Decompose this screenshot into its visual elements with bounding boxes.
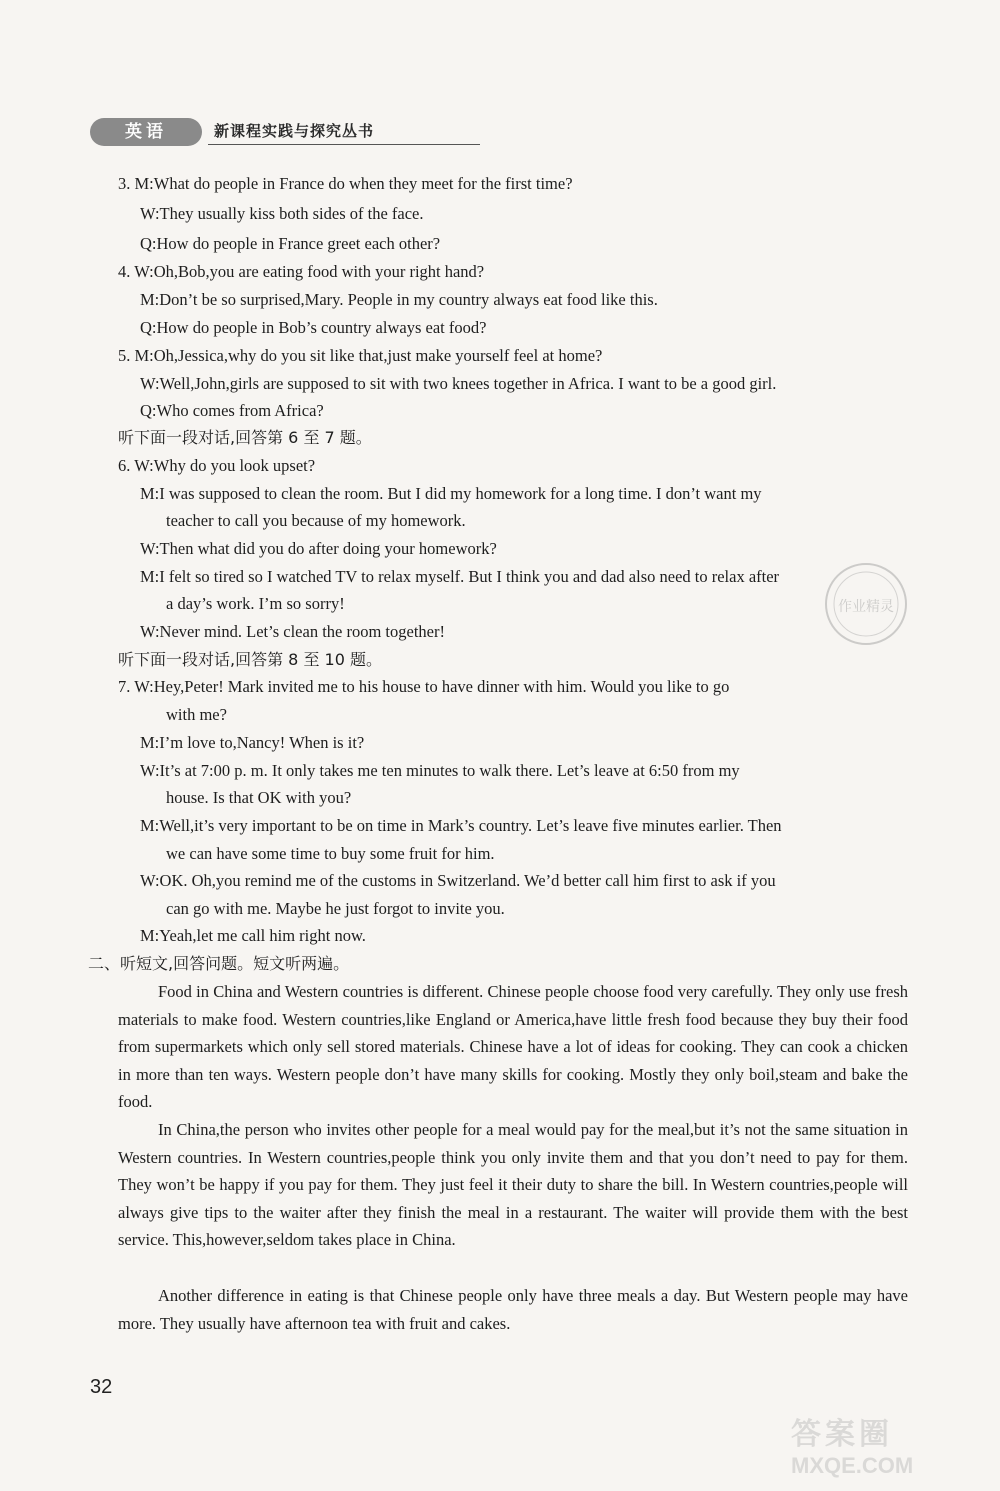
dialog-line: W:Then what did you do after doing your homework? <box>140 539 497 558</box>
dialog-line: W:Never mind. Let’s clean the room together! <box>140 622 445 641</box>
dialog-line: W:They usually kiss both sides of the face. <box>140 204 424 223</box>
dialog-line: with me? <box>166 705 227 724</box>
dialog-line: a day’s work. I’m so sorry! <box>166 594 345 613</box>
instruction-line: 听下面一段对话,回答第 6 至 7 题。 <box>118 428 372 447</box>
dialog-line: M:I felt so tired so I watched TV to relax myself. But I think you and dad also need to relax after <box>140 567 780 586</box>
dialog-line: 3. M:What do people in France do when they meet for the first time? <box>118 174 573 193</box>
dialog-line: 5. M:Oh,Jessica,why do you sit like that,just make yourself feel at home? <box>118 346 603 365</box>
dialog-line: house. Is that OK with you? <box>166 788 352 807</box>
dialog-line: W:Well,John,girls are supposed to sit with two knees together in Africa. I want to be a good girl. <box>140 374 777 393</box>
dialog-line: W:OK. Oh,you remind me of the customs in Switzerland. We’d better call him first to ask if you <box>140 871 776 890</box>
dialog-line: M:Don’t be so surprised,Mary. People in my country always eat food like this. <box>140 290 658 309</box>
dialog-line: M:I was supposed to clean the room. But I did my homework for a long time. I don’t want my <box>140 484 762 503</box>
dialog-line: 4. W:Oh,Bob,you are eating food with your right hand? <box>118 262 485 281</box>
dialog-line: Q:How do people in Bob’s country always eat food? <box>140 318 487 337</box>
watermark-url: MXQE.COM <box>791 1453 914 1478</box>
section-heading: 二、听短文,回答问题。短文听两遍。 <box>88 954 350 973</box>
passage-paragraph: Another difference in eating is that Chinese people only have three meals a day. But Western people may have more. They usually have afternoon tea with fruit and cakes. <box>118 1286 908 1333</box>
page-header <box>90 118 400 146</box>
site-watermark <box>791 1409 976 1479</box>
dialog-line: M:Yeah,let me call him right now. <box>140 926 366 945</box>
dialog-line: we can have some time to buy some fruit for him. <box>166 844 495 863</box>
header-rule <box>208 144 480 145</box>
dialog-line: Q:Who comes from Africa? <box>140 401 324 420</box>
passage-paragraph: Food in China and Western countries is different. Chinese people choose food very carefully. They only use fresh materials to make food. Western countries,like England or America,have little fresh food because they buy their food from supermarkets which only sell stored materials. Chinese have a lot of ideas for cooking. They can cook a chicken in more than ten ways. Western people don’t have many skills for cooking. Mostly they only boil,steam and bake the food. <box>118 982 908 1111</box>
dialog-line: 7. W:Hey,Peter! Mark invited me to his house to have dinner with him. Would you like to go <box>118 677 730 696</box>
instruction-line: 听下面一段对话,回答第 8 至 10 题。 <box>118 650 382 669</box>
dialog-line: 6. W:Why do you look upset? <box>118 456 316 475</box>
seal-text: 作业精灵 <box>838 599 894 615</box>
page-number: 32 <box>90 1376 113 1398</box>
passage-paragraph: In China,the person who invites other people for a meal would pay for the meal,but it’s not the same situation in Western countries. In Western countries,people think you only invite them and that you don’t need to pay for them. They won’t be happy if you pay for them. They just feel it their duty to share the bill. In Western countries,people will always give tips to the waiter after they finish the meal in a restaurant. The waiter will provide them with the best service. This,however,seldom takes place in China. <box>118 1120 908 1249</box>
watermark-logo: 答案圈 <box>791 1417 893 1452</box>
subject-label: 英语 <box>90 118 202 146</box>
dialog-line: Q:How do people in France greet each other? <box>140 234 441 253</box>
dialog-line: W:It’s at 7:00 p. m. It only takes me ten minutes to walk there. Let’s leave at 6:50 from my <box>140 761 740 780</box>
seal-stamp <box>820 558 912 650</box>
dialog-line: M:I’m love to,Nancy! When is it? <box>140 733 365 752</box>
series-title: 新课程实践与探究丛书 <box>214 122 375 140</box>
dialog-line: M:Well,it’s very important to be on time in Mark’s country. Let’s leave five minutes earlier. Then <box>140 816 782 835</box>
dialog-line: can go with me. Maybe he just forgot to invite you. <box>166 899 505 918</box>
dialog-line: teacher to call you because of my homework. <box>166 511 466 530</box>
